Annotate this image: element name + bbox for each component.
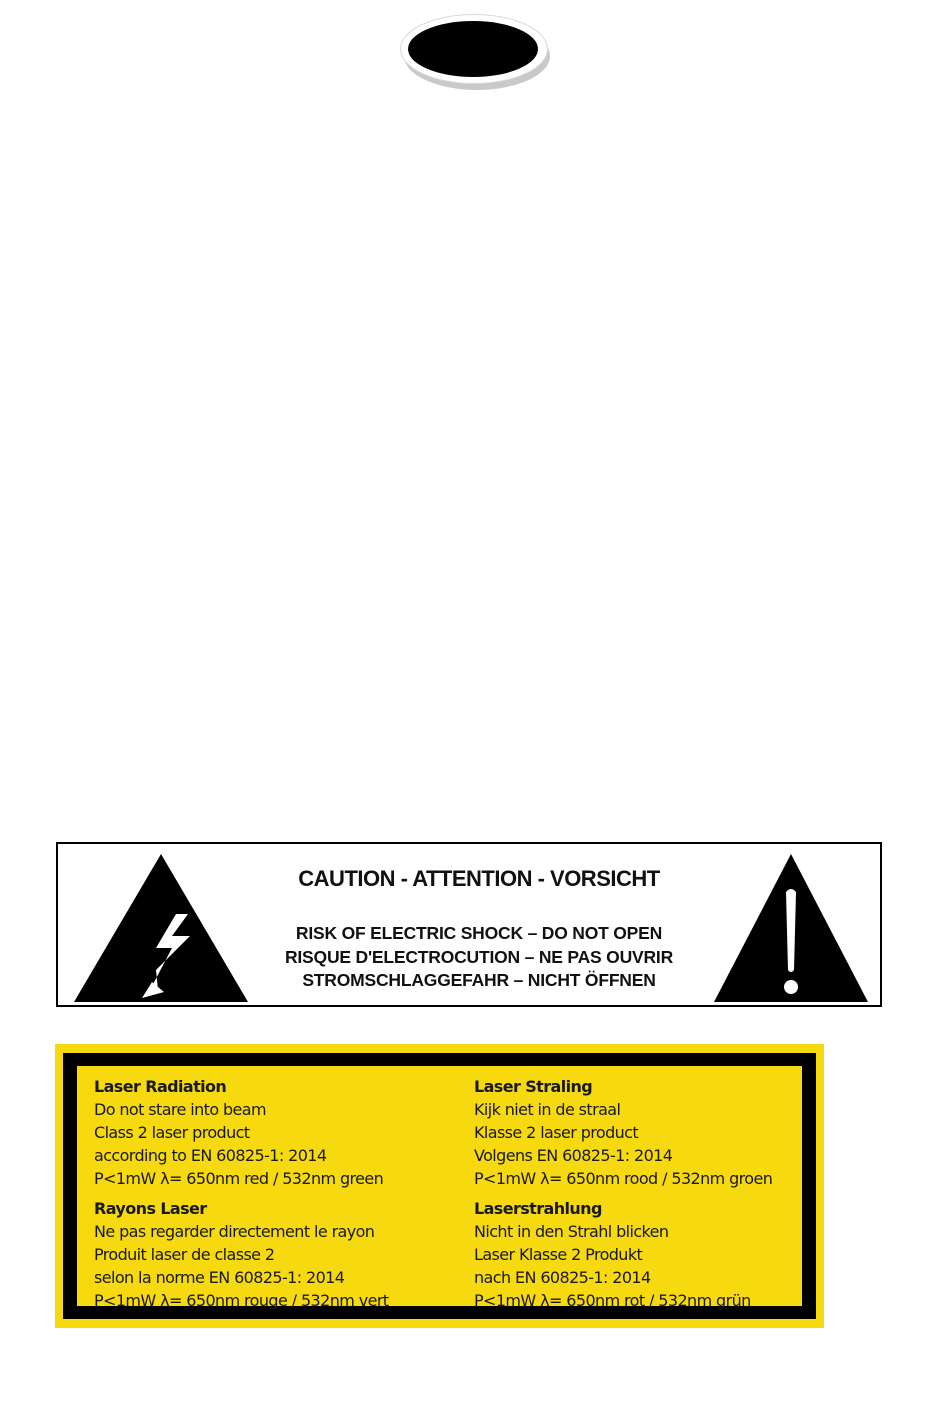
laser-warning-label (55, 1044, 824, 1328)
caution-line-de: STROMSCHLAGGEFAHR – NICHT ÖFFNEN (302, 970, 656, 990)
electric-shock-warning-icon (72, 852, 250, 1004)
laser-line: Laser Klasse 2 Produkt (474, 1245, 643, 1264)
laser-line: selon la norme EN 60825-1: 2014 (94, 1268, 345, 1287)
laser-line: Klasse 2 laser product (474, 1123, 639, 1142)
laser-line: Nicht in den Strahl blicken (474, 1222, 669, 1241)
laser-line: P<1mW λ= 650nm rouge / 532nm vert (94, 1291, 389, 1310)
laser-line: Produit laser de classe 2 (94, 1245, 275, 1264)
caution-title: CAUTION - ATTENTION - VORSICHT (298, 866, 660, 891)
laser-line: Volgens EN 60825-1: 2014 (474, 1146, 673, 1165)
laser-block-german (474, 1197, 751, 1312)
caution-line-en: RISK OF ELECTRIC SHOCK – DO NOT OPEN (295, 923, 663, 943)
caution-text-group (248, 844, 710, 993)
laser-heading-german: Laserstrahlung (474, 1199, 602, 1218)
exclamation-warning-icon (712, 852, 870, 1004)
laser-line: Do not stare into beam (94, 1100, 266, 1119)
laser-heading-english: Laser Radiation (94, 1077, 227, 1096)
laser-block-english (94, 1075, 383, 1190)
laser-line: nach EN 60825-1: 2014 (474, 1268, 651, 1287)
laser-heading-french: Rayons Laser (94, 1199, 207, 1218)
laser-line: according to EN 60825-1: 2014 (94, 1146, 327, 1165)
laser-heading-dutch: Laser Straling (474, 1077, 593, 1096)
caution-line-fr: RISQUE D'ELECTROCUTION – NE PAS OUVRIR (284, 946, 674, 967)
laser-label-border (63, 1053, 816, 1319)
laser-block-dutch (474, 1075, 772, 1190)
page-badge-oval (398, 12, 552, 92)
laser-line: Ne pas regarder directement le rayon (94, 1222, 375, 1241)
laser-line: P<1mW λ= 650nm red / 532nm green (94, 1169, 384, 1188)
laser-line: P<1mW λ= 650nm rot / 532nm grün (474, 1291, 751, 1310)
laser-line: Kijk niet in de straal (474, 1100, 621, 1119)
laser-line: P<1mW λ= 650nm rood / 532nm groen (474, 1169, 773, 1188)
laser-label-inner (77, 1066, 802, 1310)
laser-line: Class 2 laser product (94, 1123, 250, 1142)
badge-core (408, 21, 538, 77)
caution-panel (56, 842, 882, 1007)
laser-block-french (94, 1197, 388, 1312)
